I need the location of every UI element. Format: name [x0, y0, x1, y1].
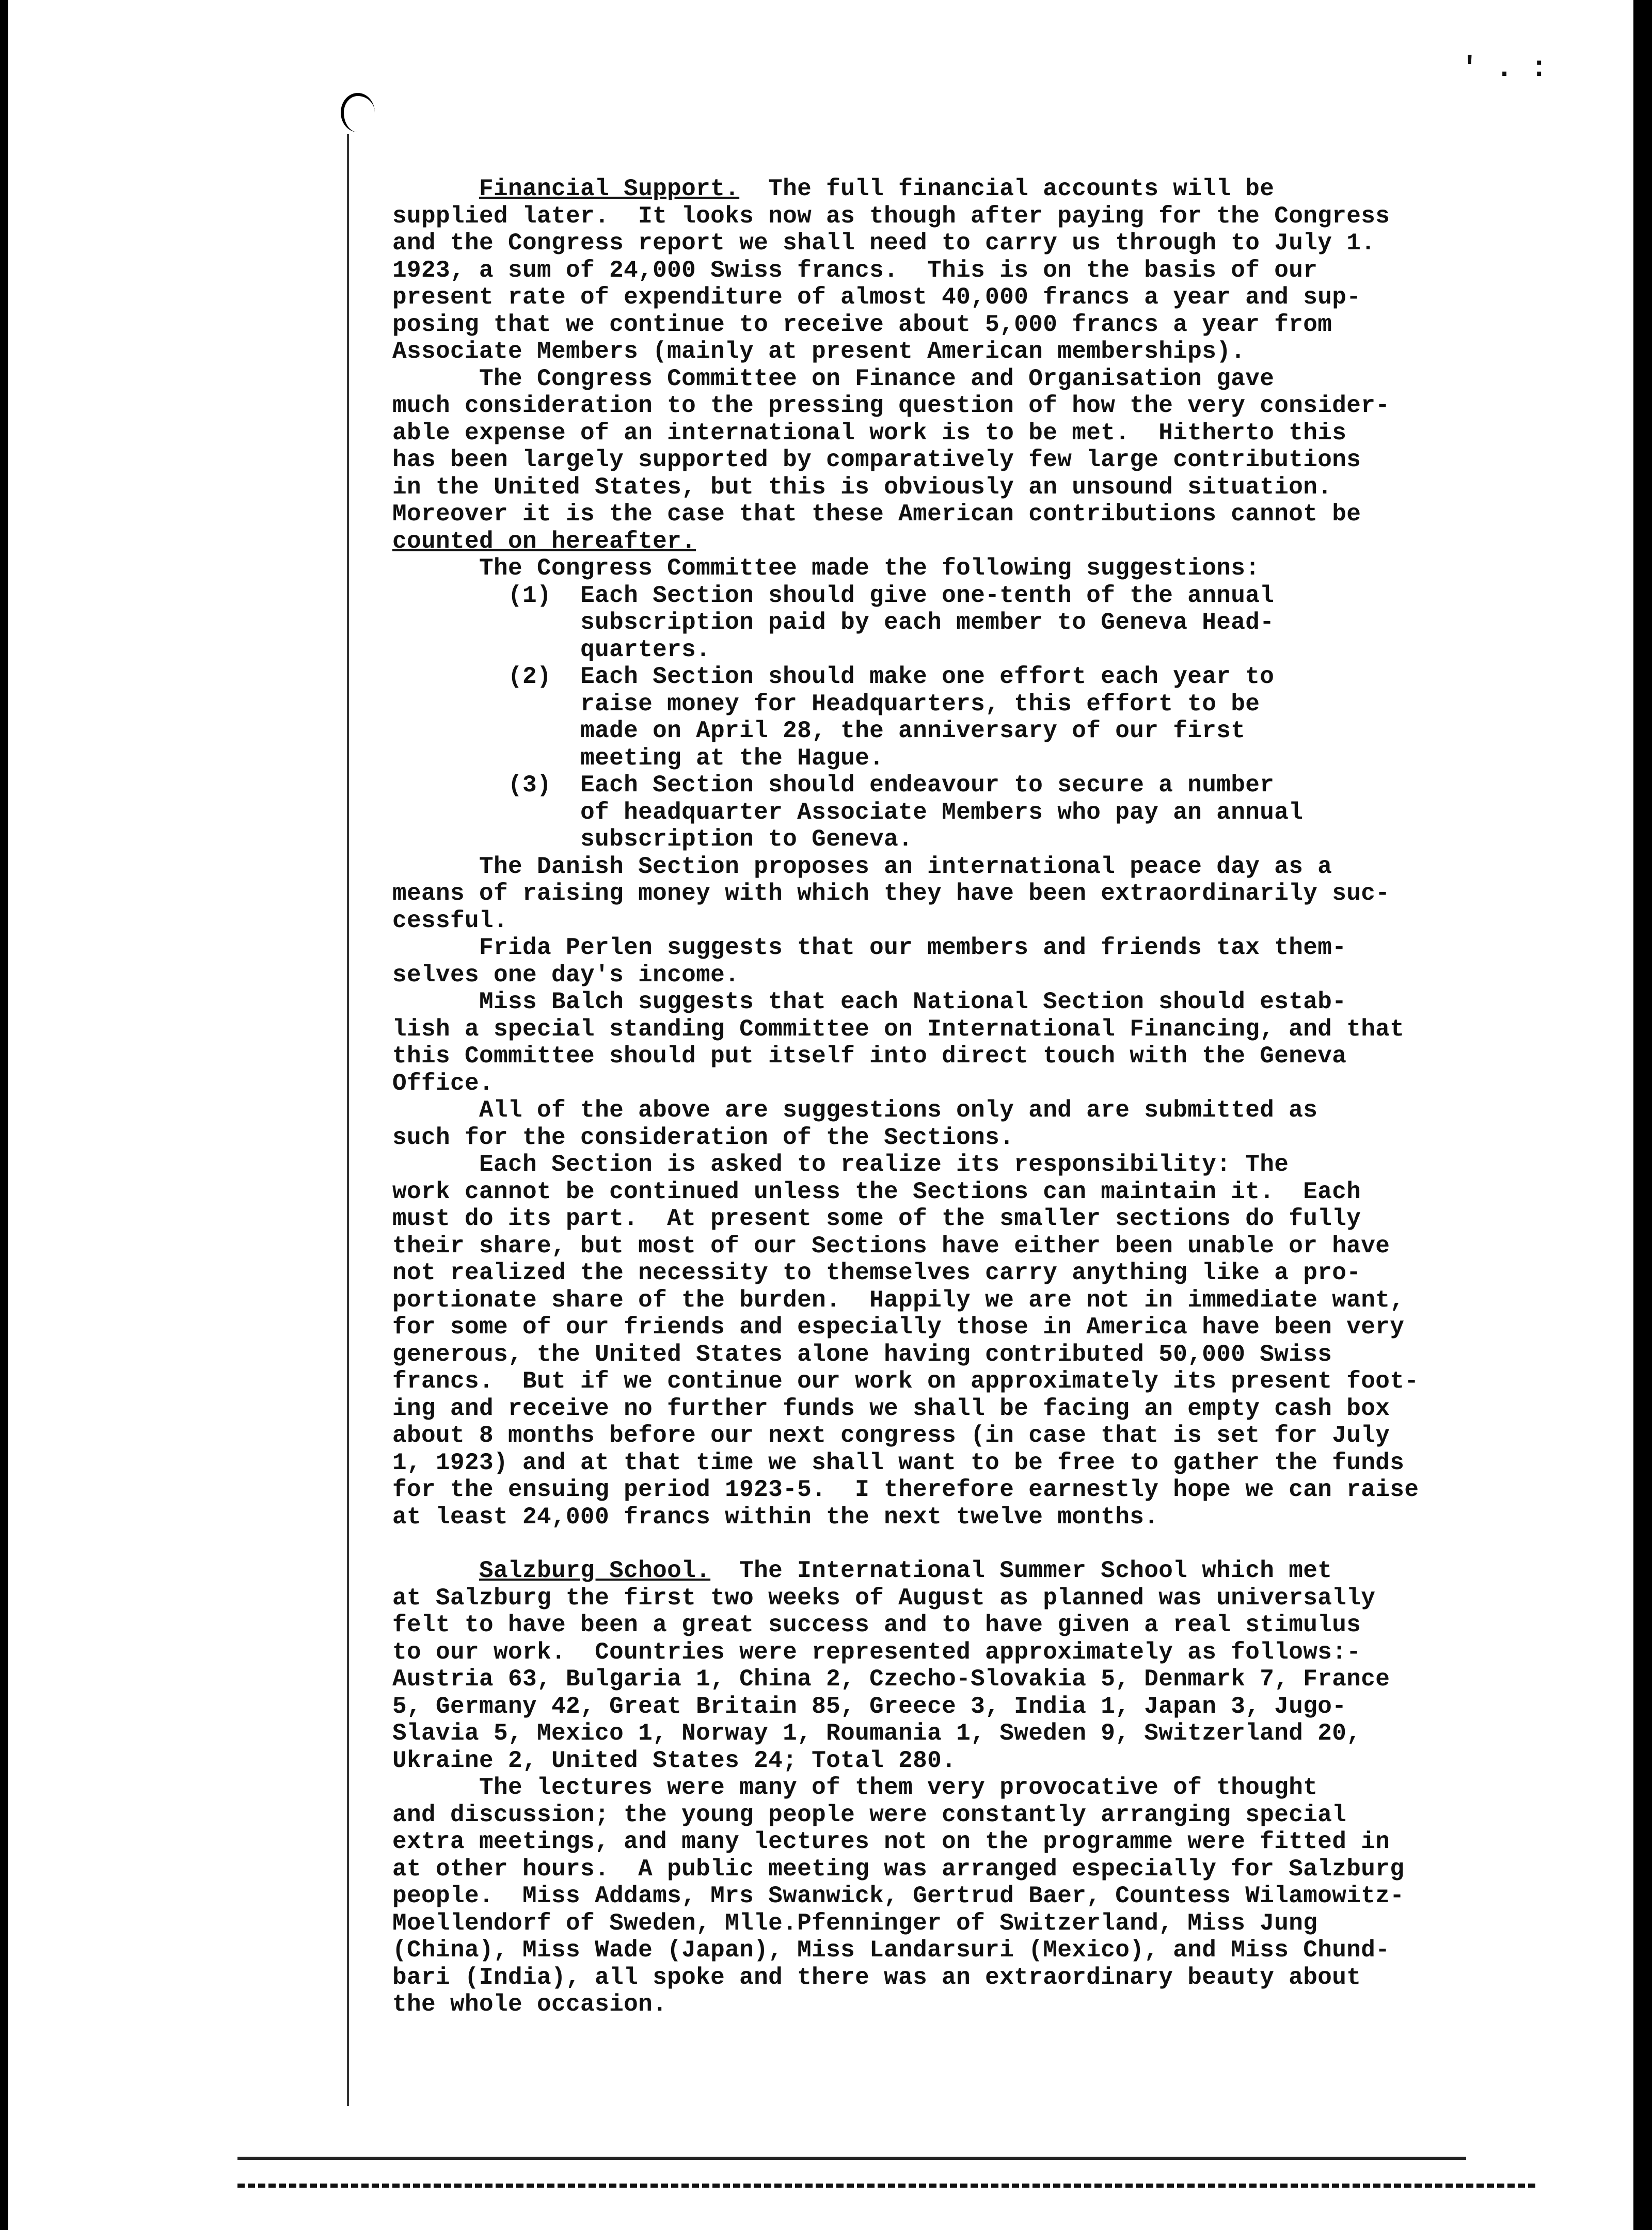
financial-line: (1) Each Section should give one-tenth of the annual [392, 582, 1275, 609]
financial-line: subscription to Geneva. [392, 826, 913, 853]
document-body [392, 176, 1559, 2018]
salzburg-line: (China), Miss Wade (Japan), Miss Landarsuri (Mexico), and Miss Chund- [392, 1937, 1390, 1964]
financial-line: (3) Each Section should endeavour to secure a number [392, 772, 1275, 799]
page-mark: ' . : [1461, 52, 1548, 85]
salzburg-line: felt to have been a great success and to have given a real stimulus [392, 1612, 1361, 1638]
financial-line: generous, the United States alone having contributed 50,000 Swiss [392, 1341, 1332, 1368]
financial-line: of headquarter Associate Members who pay an annual [392, 799, 1304, 826]
salzburg-line: people. Miss Addams, Mrs Swanwick, Gertrud Baer, Countess Wilamowitz- [392, 1883, 1405, 1909]
financial-line: The Congress Committee on Finance and Organisation gave [392, 365, 1275, 392]
salzburg-first-line [392, 1557, 1559, 1585]
scan-edge-left [0, 0, 8, 2230]
salzburg-line-0: The International Summer School which met [739, 1557, 1332, 1584]
financial-line: at least 24,000 francs within the next twelve months. [392, 1503, 1159, 1531]
financial-line: present rate of expenditure of almost 40,000 francs a year and sup- [392, 284, 1361, 311]
financial-line: Miss Balch suggests that each National Section should estab- [392, 989, 1347, 1015]
financial-line: portionate share of the burden. Happily we are not in immediate want, [392, 1286, 1405, 1314]
financial-line: for some of our friends and especially those in America have been very [392, 1314, 1405, 1341]
financial-heading: Financial Support. [479, 176, 740, 202]
salzburg-line: Austria 63, Bulgaria 1, China 2, Czecho-Slovakia 5, Denmark 7, France [392, 1666, 1390, 1693]
financial-line: their share, but most of our Sections have either been unable or have [392, 1232, 1390, 1260]
financial-line: not realized the necessity to themselves carry anything like a pro- [392, 1260, 1361, 1286]
salzburg-line: extra meetings, and many lectures not on the programme were fitted in [392, 1828, 1390, 1855]
salzburg-line: 5, Germany 42, Great Britain 85, Greece 3, India 1, Japan 3, Jugo- [392, 1693, 1347, 1720]
financial-line: made on April 28, the anniversary of our first [392, 718, 1246, 744]
salzburg-line: Ukraine 2, United States 24; Total 280. [392, 1747, 957, 1774]
financial-line: raise money for Headquarters, this effort to be [392, 690, 1260, 718]
financial-line: able expense of an international work is to be met. Hitherto this [392, 419, 1347, 447]
scan-edge-right [1633, 0, 1652, 2230]
financial-line: subscription paid by each member to Geneva Head- [392, 609, 1275, 636]
page-border-bottom [237, 2157, 1466, 2160]
section-gap [392, 1531, 1559, 1557]
financial-line: counted on hereafter. [392, 528, 696, 555]
financial-line: posing that we continue to receive about 5,000 francs a year from [392, 311, 1332, 338]
financial-line: has been largely supported by comparatively few large contributions [392, 447, 1361, 473]
financial-line: All of the above are suggestions only and are submitted as [392, 1097, 1318, 1124]
salzburg-line: The lectures were many of them very provocative of thought [392, 1774, 1318, 1801]
financial-line: work cannot be continued unless the Sections can maintain it. Each [392, 1178, 1361, 1205]
financial-line: supplied later. It looks now as though after paying for the Congress [392, 202, 1390, 230]
financial-line-0: The full financial accounts will be [768, 176, 1275, 202]
financial-line: francs. But if we continue our work on approximately its present foot- [392, 1368, 1419, 1395]
financial-line: Each Section is asked to realize its responsibility: The [392, 1151, 1289, 1178]
salzburg-line: to our work. Countries were represented approximately as follows:- [392, 1638, 1361, 1666]
financial-line: this Committee should put itself into direct touch with the Geneva [392, 1043, 1347, 1070]
salzburg-line: the whole occasion. [392, 1991, 668, 2018]
financial-line: 1923, a sum of 24,000 Swiss francs. This is on the basis of our [392, 257, 1318, 284]
financial-first-line [392, 176, 1559, 203]
financial-line: means of raising money with which they have been extraordinarily suc- [392, 880, 1390, 907]
paper-curl-mark [341, 93, 375, 132]
financial-line: in the United States, but this is obviously an unsound situation. [392, 473, 1332, 501]
financial-line: selves one day's income. [392, 961, 740, 989]
financial-line: 1, 1923) and at that time we shall want to be free to gather the funds [392, 1449, 1405, 1476]
salzburg-line: Moellendorf of Sweden, Mlle.Pfenninger of Switzerland, Miss Jung [392, 1909, 1318, 1937]
financial-line: much consideration to the pressing question of how the very consider- [392, 392, 1390, 419]
financial-line: The Danish Section proposes an international peace day as a [392, 853, 1332, 880]
salzburg-heading: Salzburg School. [479, 1557, 711, 1584]
financial-line: Moreover it is the case that these American contributions cannot be [392, 501, 1361, 528]
financial-line: for the ensuing period 1923-5. I therefore earnestly hope we can raise [392, 1476, 1419, 1503]
salzburg-line: bari (India), all spoke and there was an extraordinary beauty about [392, 1964, 1361, 1991]
salzburg-line: Slavia 5, Mexico 1, Norway 1, Roumania 1, Sweden 9, Switzerland 20, [392, 1720, 1361, 1747]
financial-line: ing and receive no further funds we shall be facing an empty cash box [392, 1395, 1390, 1422]
financial-line: about 8 months before our next congress (in case that is set for July [392, 1422, 1390, 1449]
salzburg-line: and discussion; the young people were constantly arranging special [392, 1801, 1347, 1828]
financial-line: The Congress Committee made the following suggestions: [392, 555, 1260, 582]
page-border-bottom-dashed [237, 2184, 1538, 2188]
financial-line: cessful. [392, 907, 509, 934]
financial-line: quarters. [392, 636, 711, 663]
financial-line: Office. [392, 1070, 494, 1097]
page-border-left [347, 134, 349, 2106]
financial-line: Associate Members (mainly at present American memberships). [392, 338, 1246, 365]
salzburg-line: at other hours. A public meeting was arranged especially for Salzburg [392, 1855, 1405, 1883]
financial-line: Frida Perlen suggests that our members and friends tax them- [392, 934, 1347, 961]
financial-line: (2) Each Section should make one effort each year to [392, 663, 1275, 690]
financial-line: must do its part. At present some of the smaller sections do fully [392, 1205, 1361, 1232]
financial-line: meeting at the Hague. [392, 744, 884, 772]
financial-line: lish a special standing Committee on International Financing, and that [392, 1015, 1405, 1043]
salzburg-line: at Salzburg the first two weeks of August as planned was universally [392, 1584, 1376, 1612]
financial-line: such for the consideration of the Sections. [392, 1124, 1014, 1151]
financial-line: and the Congress report we shall need to carry us through to July 1. [392, 230, 1376, 257]
